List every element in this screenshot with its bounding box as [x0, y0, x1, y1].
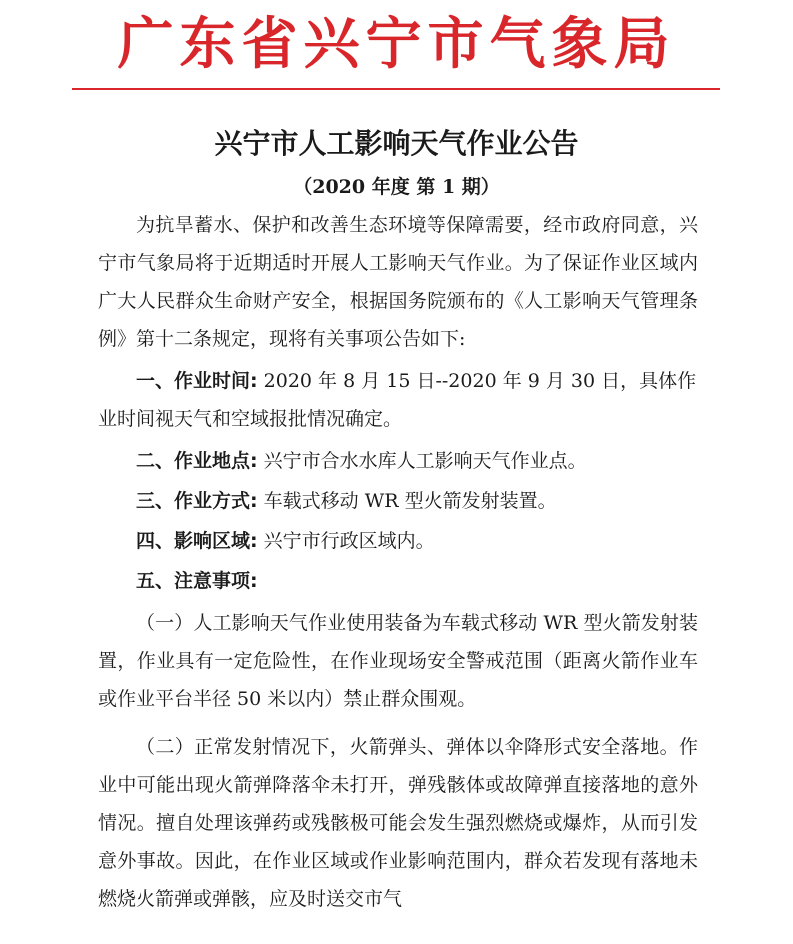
red-divider-line	[72, 88, 720, 90]
scan-edge	[786, 0, 793, 944]
masthead-org-name: 广东省兴宁市气象局	[117, 11, 676, 77]
item-label: 五、注意事项:	[136, 570, 258, 592]
item-time	[98, 362, 698, 438]
item-label: 三、作业方式:	[136, 490, 258, 512]
note-paragraph-1: （一）人工影响天气作业使用装备为车载式移动 WR 型火箭发射装置，作业具有一定危险性，在作业现场安全警戒范围（距离火箭作业车或作业平台半径 50 米以内）禁止群众围观。	[98, 612, 698, 710]
announcement-title: 兴宁市人工影响天气作业公告	[214, 127, 579, 160]
item-area	[98, 522, 698, 560]
item-label: 四、影响区域:	[136, 530, 258, 552]
intro-paragraph: 为抗旱蓄水、保护和改善生态环境等保障需要，经市政府同意，兴宁市气象局将于近期适时开展人工影响天气作业。为了保证作业区域内广大人民群众生命财产安全，根据国务院颁布的《人工影响天气管理条例》第十二条规定，现将有关事项公告如下:	[98, 214, 698, 350]
item-method	[98, 482, 698, 520]
item-location	[98, 442, 698, 480]
item-label: 一、作业时间:	[136, 370, 258, 392]
item-text: 车载式移动 WR 型火箭发射装置。	[257, 490, 557, 512]
item-label: 二、作业地点:	[136, 450, 258, 472]
item-text: 2020 年 8 月 15 日--2020 年 9 月 30 日，具体作业时间视天气和空域报批情况确定。	[98, 370, 697, 430]
item-text: 兴宁市合水水库人工影响天气作业点。	[257, 450, 587, 472]
issue-subtitle: （2020 年度 第 1 期）	[293, 176, 500, 198]
item-notes-heading	[98, 562, 698, 600]
note-paragraph-2: （二）正常发射情况下，火箭弹头、弹体以伞降形式安全落地。作业中可能出现火箭弹降落伞未打开，弹残骸体或故障弹直接落地的意外情况。擅自处理该弹药或残骸极可能会发生强烈燃烧或爆炸，从而引发意外事故。因此，在作业区域或作业影响范围内，群众若发现有落地未燃烧火箭弹或弹骸，应及时送交市气	[98, 736, 698, 910]
item-text: 兴宁市行政区域内。	[257, 530, 435, 552]
